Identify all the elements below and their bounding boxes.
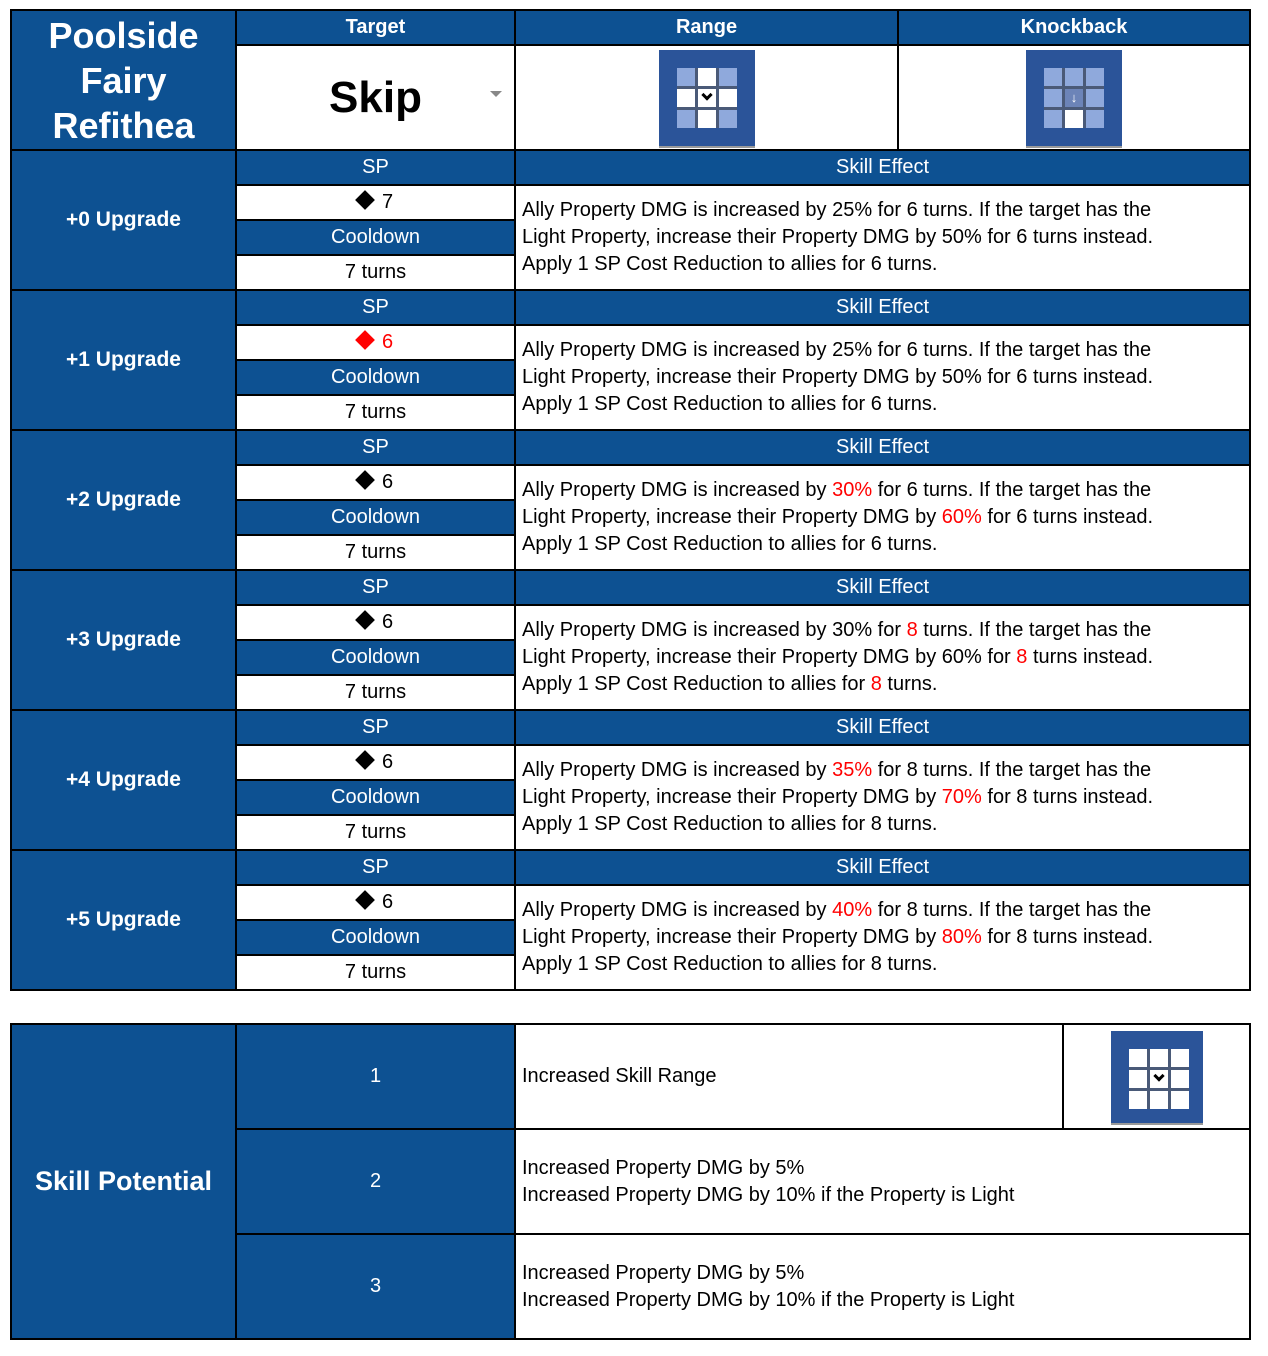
sp-value [236,885,515,920]
sp-value [236,465,515,500]
skill-upgrade-table [10,9,1251,991]
upgrade-row [11,850,1250,885]
sp-header: SP [236,150,515,185]
effect-text: Apply 1 SP Cost Reduction to allies for 6 turns. [522,533,938,555]
effect-text: Light Property, increase their Property DMG by [522,786,942,808]
effect-line [522,617,1243,644]
effect-text: Ally Property DMG is increased by 25% for 6 turns. If the target has the [522,339,1152,361]
effect-highlight: 35% [832,759,873,781]
potential-number: 3 [236,1234,515,1339]
effect-highlight: 8 [870,673,882,695]
effect-line [522,337,1243,364]
effect-line [522,197,1243,224]
sp-diamond-icon [355,190,375,210]
potential-row [11,1024,1250,1129]
effect-highlight: 8 [906,619,918,641]
range-header: Range [515,10,898,45]
effect-text: for 8 turns instead. [981,926,1154,948]
upgrade-label: +1 Upgrade [11,290,236,430]
chevron-down-icon [1153,1070,1164,1081]
cooldown-value: 7 turns [236,535,515,570]
effect-text: Ally Property DMG is increased by 25% for 6 turns. If the target has the [522,199,1152,221]
cooldown-header: Cooldown [236,360,515,395]
effect-line [522,951,1243,978]
range-cell [515,45,898,150]
effect-text: for 6 turns instead. [981,506,1154,528]
sp-header: SP [236,290,515,325]
skill-name: Poolside Fairy Refithea [11,10,236,150]
chevron-down-icon [701,89,712,100]
sp-diamond-icon [355,610,375,630]
upgrade-label: +0 Upgrade [11,150,236,290]
effect-highlight: 8 [1016,646,1028,668]
effect-line [522,671,1243,698]
skill-effect-text [515,325,1250,430]
effect-text: Apply 1 SP Cost Reduction to allies for 6 turns. [522,253,938,275]
skill-effect-header: Skill Effect [515,290,1250,325]
effect-line [522,784,1243,811]
sp-diamond-icon [355,750,375,770]
skill-potential-table [10,1023,1251,1340]
effect-text: turns instead. [1027,646,1154,668]
effect-line [522,811,1243,838]
effect-text: Apply 1 SP Cost Reduction to allies for 8 turns. [522,813,938,835]
skill-effect-text [515,605,1250,710]
target-header: Target [236,10,515,45]
effect-text: Apply 1 SP Cost Reduction to allies for 6 turns. [522,393,938,415]
potential-text [515,1024,1063,1129]
upgrade-label: +3 Upgrade [11,570,236,710]
cooldown-header: Cooldown [236,500,515,535]
skill-effect-header: Skill Effect [515,850,1250,885]
cooldown-value: 7 turns [236,395,515,430]
cooldown-value: 7 turns [236,255,515,290]
upgrade-row [11,570,1250,605]
upgrade-label: +5 Upgrade [11,850,236,990]
cooldown-header: Cooldown [236,220,515,255]
effect-line [522,391,1243,418]
effect-text: for 8 turns. If the target has the [872,759,1152,781]
skill-effect-header: Skill Effect [515,570,1250,605]
potential-number: 2 [236,1129,515,1234]
upgrade-row [11,430,1250,465]
cooldown-value: 7 turns [236,955,515,990]
skill-effect-header: Skill Effect [515,150,1250,185]
upgrade-label: +2 Upgrade [11,430,236,570]
sp-value [236,605,515,640]
skill-effect-header: Skill Effect [515,710,1250,745]
effect-text: Light Property, increase their Property DMG by 50% for 6 turns instead. [522,226,1154,248]
effect-line [522,897,1243,924]
effect-line [522,224,1243,251]
upgrade-label: +4 Upgrade [11,710,236,850]
effect-text: Ally Property DMG is increased by [522,479,833,501]
effect-line [522,364,1243,391]
effect-line [522,757,1243,784]
sp-number: 6 [381,891,394,913]
effect-highlight: 40% [832,899,873,921]
effect-text: for 6 turns. If the target has the [872,479,1152,501]
potential-line: Increased Property DMG by 5% [522,1156,805,1179]
sp-number: 6 [381,471,394,493]
dropdown-caret-icon[interactable] [490,91,502,97]
sp-header: SP [236,850,515,885]
effect-line [522,477,1243,504]
effect-highlight: 80% [941,926,982,948]
range-grid-full-icon [1111,1031,1203,1123]
sp-diamond-icon [355,330,375,350]
effect-text: Light Property, increase their Property DMG by 60% for [522,646,1017,668]
effect-text: turns. If the target has the [917,619,1152,641]
potential-range-cell [1063,1024,1250,1129]
cooldown-header: Cooldown [236,780,515,815]
effect-line [522,504,1243,531]
potential-line: Increased Skill Range [522,1065,717,1087]
effect-line [522,924,1243,951]
effect-line [522,644,1243,671]
knockback-header: Knockback [898,10,1250,45]
sp-value [236,745,515,780]
potential-text [515,1129,1250,1234]
sp-header: SP [236,430,515,465]
upgrade-row [11,290,1250,325]
range-grid-plus-icon [659,50,755,146]
cooldown-header: Cooldown [236,640,515,675]
effect-text: Ally Property DMG is increased by 30% for [522,619,907,641]
target-value: Skip [329,72,422,122]
upgrade-row [11,710,1250,745]
effect-text: Light Property, increase their Property DMG by [522,506,942,528]
potential-text [515,1234,1250,1339]
sp-header: SP [236,710,515,745]
potential-line: Increased Property DMG by 10% if the Property is Light [522,1288,1015,1311]
effect-text: Ally Property DMG is increased by [522,759,833,781]
potential-number: 1 [236,1024,515,1129]
potential-line: Increased Property DMG by 10% if the Property is Light [522,1183,1015,1206]
effect-text: Apply 1 SP Cost Reduction to allies for [522,673,871,695]
skill-potential-label: Skill Potential [11,1024,236,1339]
target-dropdown[interactable] [236,45,515,150]
effect-highlight: 60% [941,506,982,528]
sp-number: 6 [381,611,394,633]
cooldown-value: 7 turns [236,675,515,710]
effect-text: Apply 1 SP Cost Reduction to allies for 8 turns. [522,953,938,975]
sp-number: 6 [381,331,394,353]
effect-line [522,251,1243,278]
cooldown-header: Cooldown [236,920,515,955]
sp-value [236,185,515,220]
sp-number: 7 [381,191,394,213]
upgrade-row [11,150,1250,185]
cooldown-value: 7 turns [236,815,515,850]
effect-text: Ally Property DMG is increased by [522,899,833,921]
effect-text: for 8 turns. If the target has the [872,899,1152,921]
effect-line [522,531,1243,558]
effect-highlight: 30% [832,479,873,501]
sp-value [236,325,515,360]
skill-effect-header: Skill Effect [515,430,1250,465]
knockback-cell [898,45,1250,150]
skill-effect-text [515,745,1250,850]
sp-number: 6 [381,751,394,773]
sp-diamond-icon [355,470,375,490]
sp-header: SP [236,570,515,605]
skill-effect-text [515,465,1250,570]
skill-effect-text [515,185,1250,290]
effect-highlight: 70% [941,786,982,808]
effect-text: Light Property, increase their Property DMG by [522,926,942,948]
sp-diamond-icon [355,890,375,910]
effect-text: Light Property, increase their Property DMG by 50% for 6 turns instead. [522,366,1154,388]
knockback-down-icon: ↓ [1026,50,1122,146]
effect-text: for 8 turns instead. [981,786,1154,808]
potential-line: Increased Property DMG by 5% [522,1261,805,1284]
skill-effect-text [515,885,1250,990]
effect-text: turns. [881,673,938,695]
